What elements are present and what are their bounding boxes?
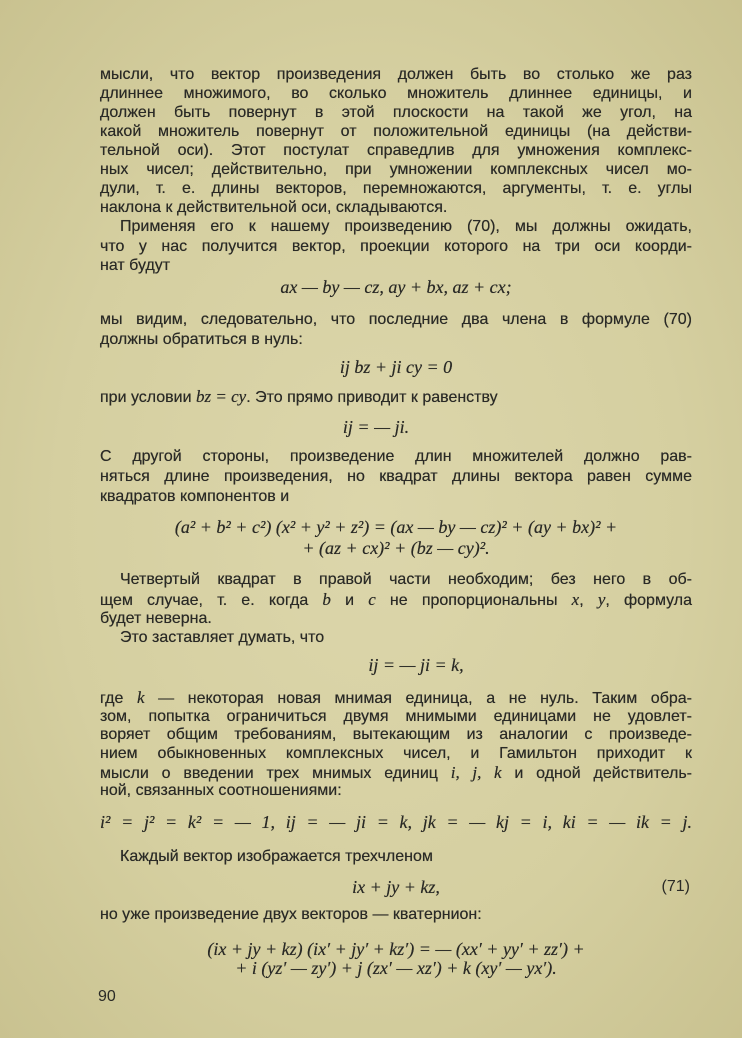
text-line: ных чисел; действительно, при умножении комплексных чисел мо- [100, 161, 692, 178]
text-segment: мысли о введении трех мнимых единиц [100, 765, 451, 782]
text-line [100, 387, 692, 407]
text-line: что у нас получится вектор, проекции которого на три оси коорди- [100, 238, 692, 255]
page-number: 90 [98, 988, 116, 1005]
text-line: тельной оси). Этот постулат справедлив для умножения комплекс- [100, 142, 692, 159]
text-line: наклона к действительной оси, складываются. [100, 199, 448, 216]
text-segment: щем случае, т. е. когда [100, 592, 323, 609]
formula: + (az + cx)² + (bz — cy)². [302, 538, 490, 558]
text-line: нат будут [100, 257, 171, 274]
text-line: квадратов компонентов и [100, 488, 290, 505]
text-segment: и [330, 592, 369, 609]
text-line: но уже произведение двух векторов — кватернион: [100, 906, 482, 923]
text-segment: не пропорциональны [375, 592, 572, 609]
math-inline: b [322, 590, 331, 609]
formula: ij bz + ji cy = 0 [339, 357, 453, 377]
math-inline: bz = cy [196, 387, 247, 406]
text-line: Четвертый квадрат в правой части необходим; без него в об- [120, 571, 692, 588]
text-segment: . Это прямо приводит к равенству [246, 389, 498, 406]
text-line: Каждый вектор изображается трехчленом [120, 848, 433, 865]
formula: (ix + jy + kz) (ix′ + jy′ + kz′) = — (xx′ + yy′ + zz′) + [207, 939, 585, 959]
math-inline: c [368, 590, 376, 609]
text-segment: , формула [605, 592, 693, 609]
text-line: няться длине произведения, но квадрат длины вектора равен сумме [100, 468, 692, 485]
text-segment: — некоторая новая мнимая единица, а не нуль. Таким обра- [144, 690, 692, 707]
text-line [100, 590, 692, 610]
text-line: Это заставляет думать, что [120, 629, 325, 646]
formula: i² = j² = k² = — 1, ij = — ji = k, jk = — kj = i, ki = — ik = j. [100, 812, 692, 832]
text-line: мы видим, следовательно, что последние два члена в формуле (70) [100, 311, 692, 328]
text-line: зом, попытка ограничиться двумя мнимыми единицами не удовлет- [100, 708, 692, 725]
text-segment: где [100, 690, 137, 707]
text-line: мысли, что вектор произведения должен быть во столько же раз [100, 66, 692, 83]
text-line: дули, т. е. длины векторов, перемножаются, аргументы, т. е. углы [100, 180, 692, 197]
text-line [100, 688, 692, 708]
text-line: должны обратиться в нуль: [100, 331, 303, 348]
text-segment: при условии [100, 389, 196, 406]
text-line: должен быть повернут в этой плоскости на такой же угол, на [100, 104, 692, 121]
text-line: ной, связанных соотношениями: [100, 782, 342, 799]
equation-number: (71) [661, 878, 690, 895]
text-line: будет неверна. [100, 610, 212, 627]
text-line: какой множитель повернут от положительной единицы (на действи- [100, 123, 692, 140]
math-inline: i, j, k [450, 763, 502, 782]
text-segment: , [579, 592, 598, 609]
formula: (a² + b² + c²) (x² + y² + z²) = (ax — by — cz)² + (ay + bx)² + [174, 517, 618, 537]
formula: ij = — ji = k, [368, 655, 464, 675]
formula: ax — by — cz, ay + bx, az + cx; [280, 277, 512, 297]
text-line [100, 763, 692, 783]
math-inline: x [571, 590, 580, 609]
text-line: С другой стороны, произведение длин множителей должно рав- [100, 448, 692, 465]
text-line: длиннее множимого, во сколько множитель длиннее единицы, и [100, 85, 692, 102]
formula: ix + jy + kz, [352, 877, 440, 897]
formula: + i (yz′ — zy′) + j (zx′ — xz′) + k (xy′ — yx′). [235, 958, 557, 978]
text-segment: и одной действитель- [501, 765, 692, 782]
math-inline: k [136, 688, 145, 707]
text-line: нием обыкновенных комплексных чисел, и Гамильтон приходит к [100, 745, 692, 762]
text-line: воряет общим требованиям, вытекающим из аналогии с произведе- [100, 726, 692, 743]
text-line: Применяя его к нашему произведению (70), мы должны ожидать, [120, 218, 692, 235]
formula: ij = — ji. [342, 417, 410, 437]
math-inline: y [597, 590, 606, 609]
